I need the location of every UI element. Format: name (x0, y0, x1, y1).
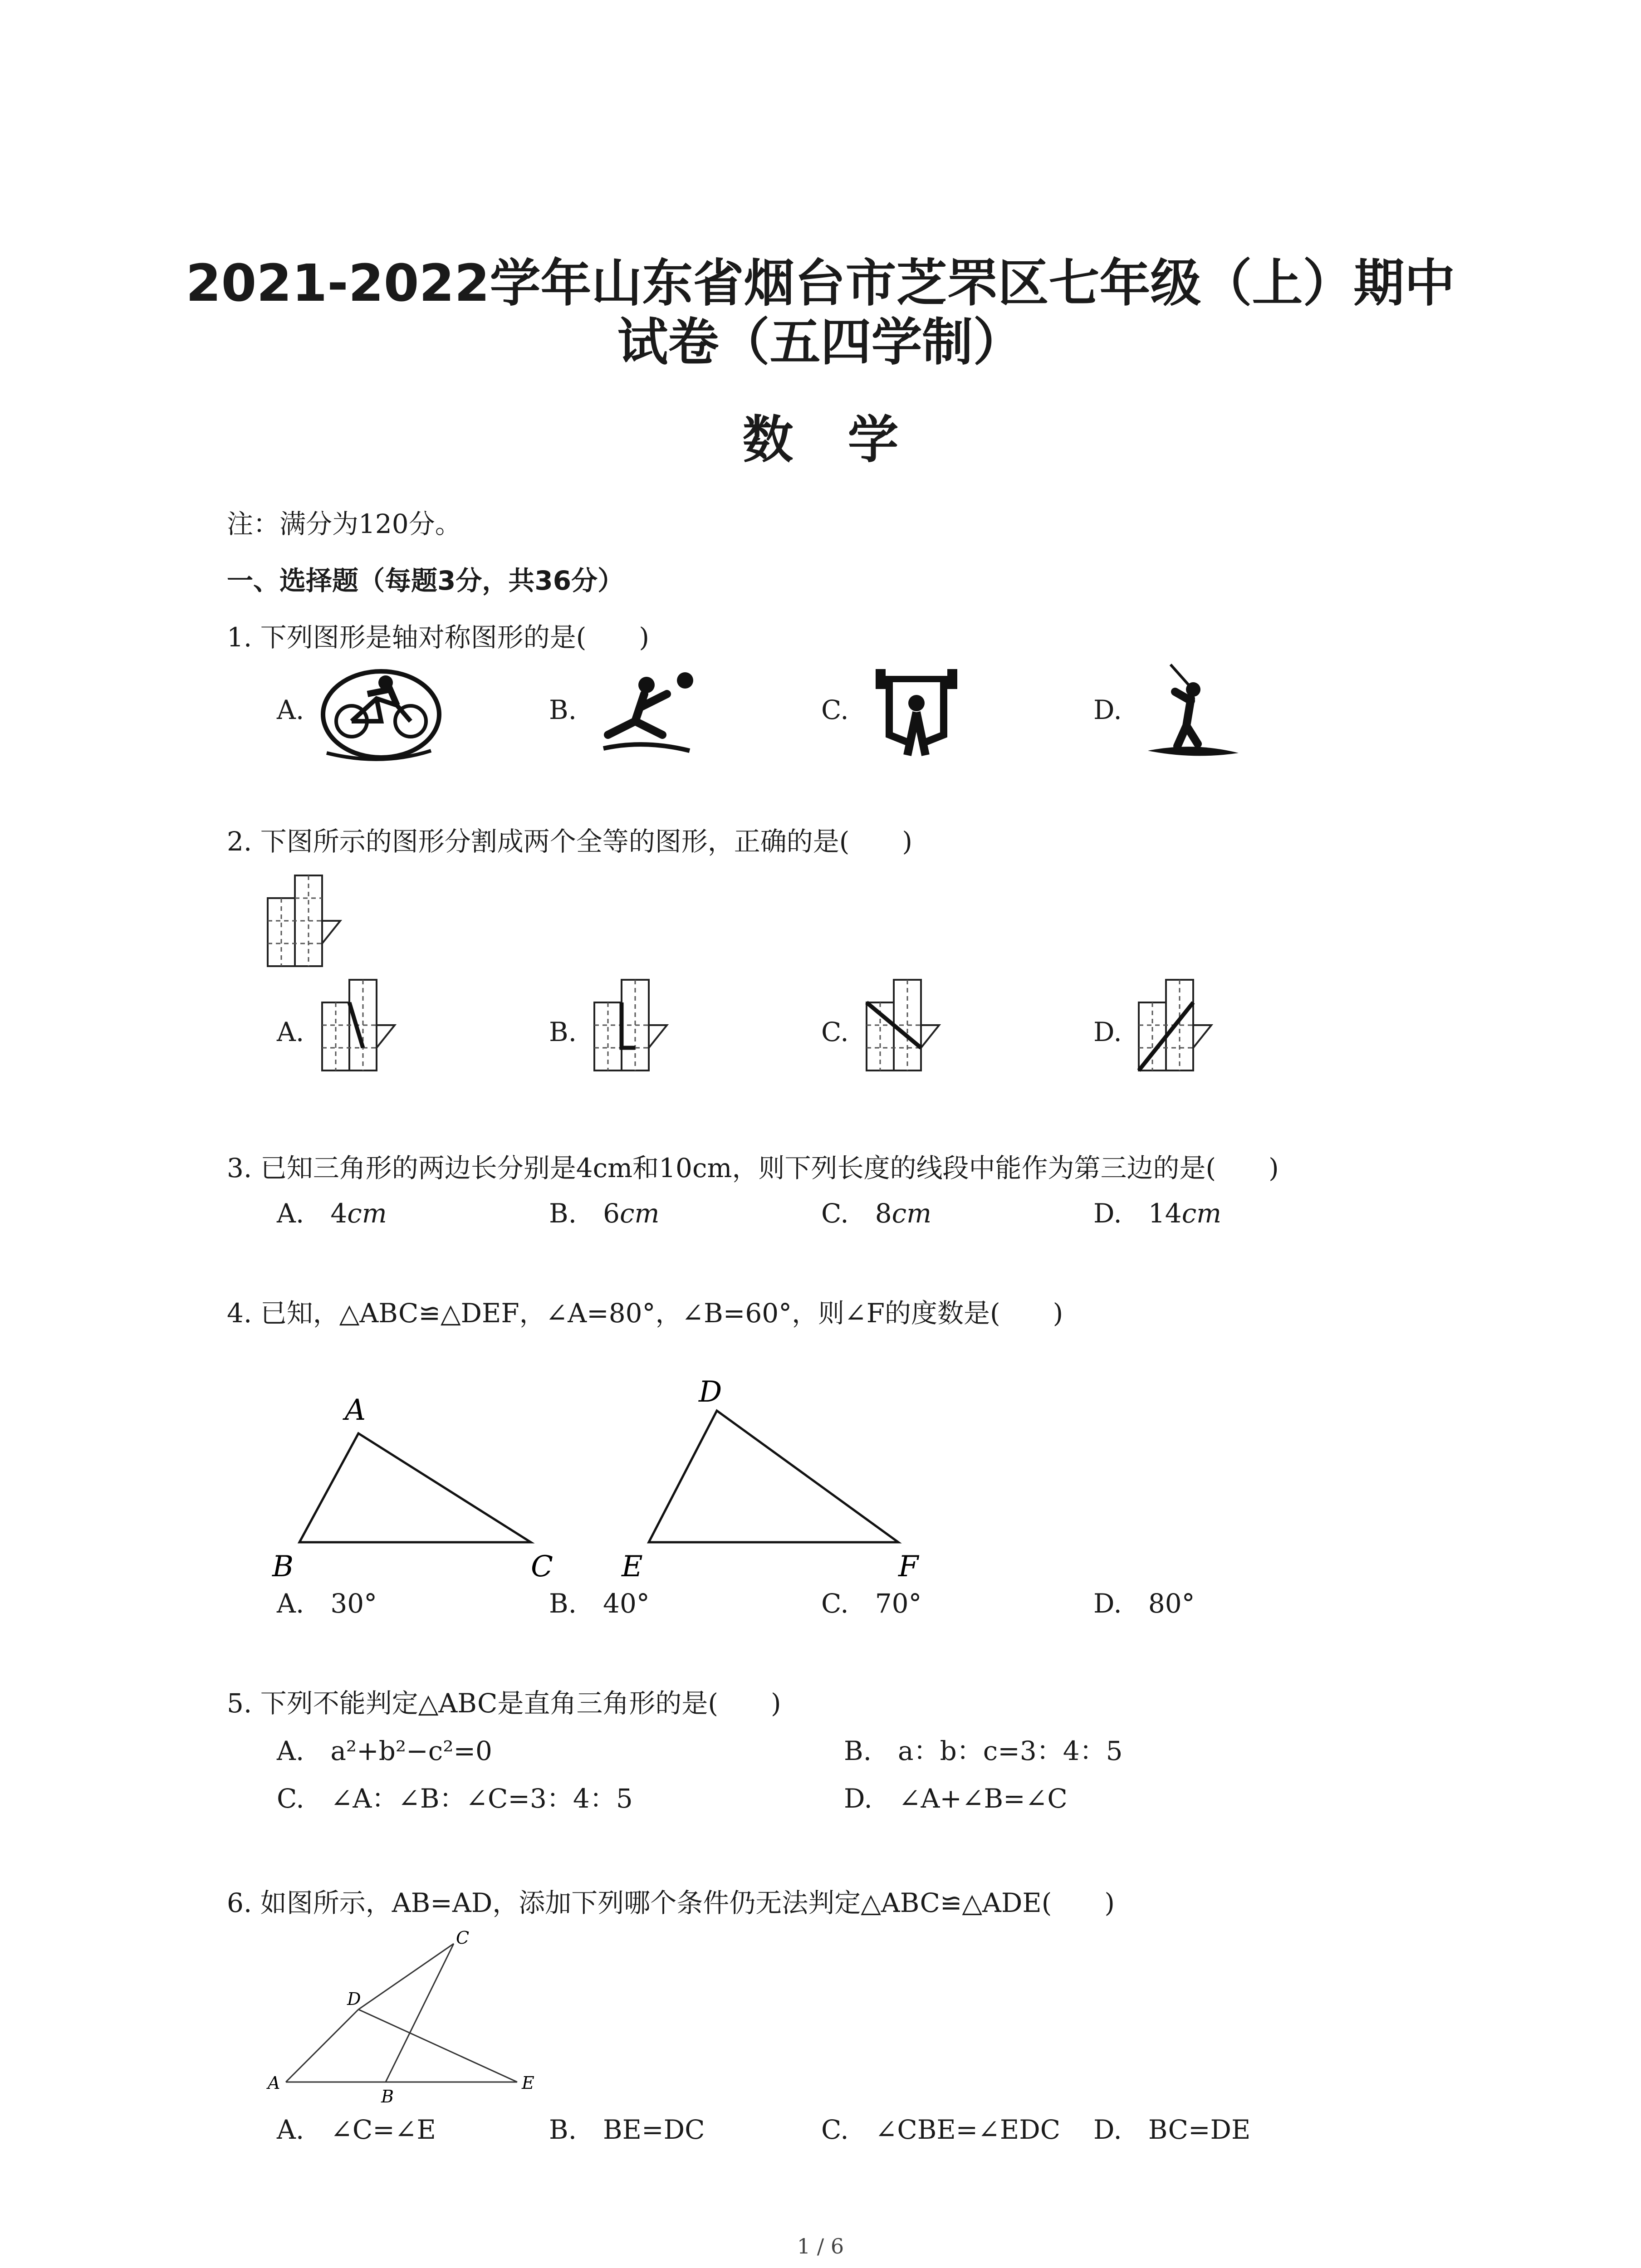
q6-figure (263, 1928, 544, 2109)
q1-option-b-label: B. (549, 694, 577, 725)
q2-original-shape (263, 871, 345, 971)
q4-option-b: B. 40° (549, 1588, 650, 1619)
q6-point-b: B (381, 2087, 394, 2107)
exam-title-line1: 2021-2022学年山东省烟台市芝罘区七年级（上）期中 (186, 254, 1455, 313)
q3-option-c: C. 8cm (821, 1198, 932, 1229)
question-5-stem: 5. 下列不能判定△ABC是直角三角形的是( ) (227, 1688, 781, 1719)
q2-option-a-shape (318, 975, 399, 1084)
q6-option-b: B. BE=DC (549, 2114, 705, 2145)
question-6-stem: 6. 如图所示，AB=AD，添加下列哪个条件仍无法判定△ABC≌△ADE( ) (227, 1887, 1115, 1918)
q6-option-d: D. BC=DE (1093, 2114, 1251, 2145)
q2-option-c-shape (862, 975, 944, 1084)
q1-option-a-label: A. (277, 694, 304, 725)
q4-point-a: A (345, 1393, 366, 1427)
q4-point-d: D (699, 1375, 722, 1409)
q4-option-c: C. 70° (821, 1588, 922, 1619)
exam-title-line2: 试卷（五四学制） (617, 313, 1024, 372)
question-3-stem: 3. 已知三角形的两边长分别是4cm和10cm，则下列长度的线段中能作为第三边的是( ) (227, 1153, 1279, 1183)
cyclist-icon (318, 662, 445, 762)
q2-option-b-shape (590, 975, 671, 1084)
q6-point-c: C (456, 1928, 470, 1948)
question-2-stem: 2. 下图所示的图形分割成两个全等的图形，正确的是( ) (227, 826, 913, 857)
q4-point-e: E (622, 1550, 643, 1584)
q6-point-a: A (268, 2073, 280, 2093)
q4-point-b: B (272, 1550, 294, 1584)
q4-point-f: F (898, 1550, 919, 1584)
section-heading: 一、选择题（每题3分，共36分） (227, 565, 624, 596)
subject-heading: 数学 (742, 411, 953, 469)
q2-option-b-label: B. (549, 1017, 577, 1047)
q6-point-d: D (347, 1989, 361, 2009)
question-1-stem: 1. 下列图形是轴对称图形的是( ) (227, 622, 650, 653)
q4-option-a: A. 30° (277, 1588, 377, 1619)
q2-option-a-label: A. (277, 1017, 304, 1047)
q2-option-d-shape (1134, 975, 1216, 1084)
question-4-stem: 4. 已知，△ABC≌△DEF，∠A=80°，∠B=60°，则∠F的度数是( ) (227, 1298, 1063, 1329)
q6-option-a: A. ∠C=∠E (277, 2114, 436, 2145)
q5-option-d: D. ∠A+∠B=∠C (844, 1783, 1068, 1814)
page-number: 1 / 6 (797, 2234, 844, 2258)
q3-option-a: A. 4cm (277, 1198, 387, 1229)
q3-option-d: D. 14cm (1093, 1198, 1222, 1229)
q1-option-c-label: C. (821, 694, 849, 725)
q6-option-c: C. ∠CBE=∠EDC (821, 2114, 1061, 2145)
q5-option-b: B. a：b：c=3：4：5 (844, 1735, 1123, 1766)
golfer-icon (1143, 662, 1243, 762)
q5-option-a: A. a²+b²−c²=0 (277, 1735, 492, 1766)
q4-option-d: D. 80° (1093, 1588, 1195, 1619)
q4-point-c: C (531, 1550, 553, 1584)
q1-option-d-label: D. (1093, 694, 1122, 725)
q4-triangle-abc (263, 1383, 581, 1588)
q6-point-e: E (522, 2073, 534, 2093)
weightlifter-icon (871, 667, 962, 762)
q2-option-d-label: D. (1093, 1017, 1122, 1047)
score-note: 注：满分为120分。 (227, 508, 461, 539)
q4-triangle-def (612, 1374, 930, 1588)
q3-option-b: B. 6cm (549, 1198, 660, 1229)
q2-option-c-label: C. (821, 1017, 849, 1047)
volleyball-player-icon (599, 667, 703, 758)
q5-option-c: C. ∠A：∠B：∠C=3：4：5 (277, 1783, 633, 1814)
